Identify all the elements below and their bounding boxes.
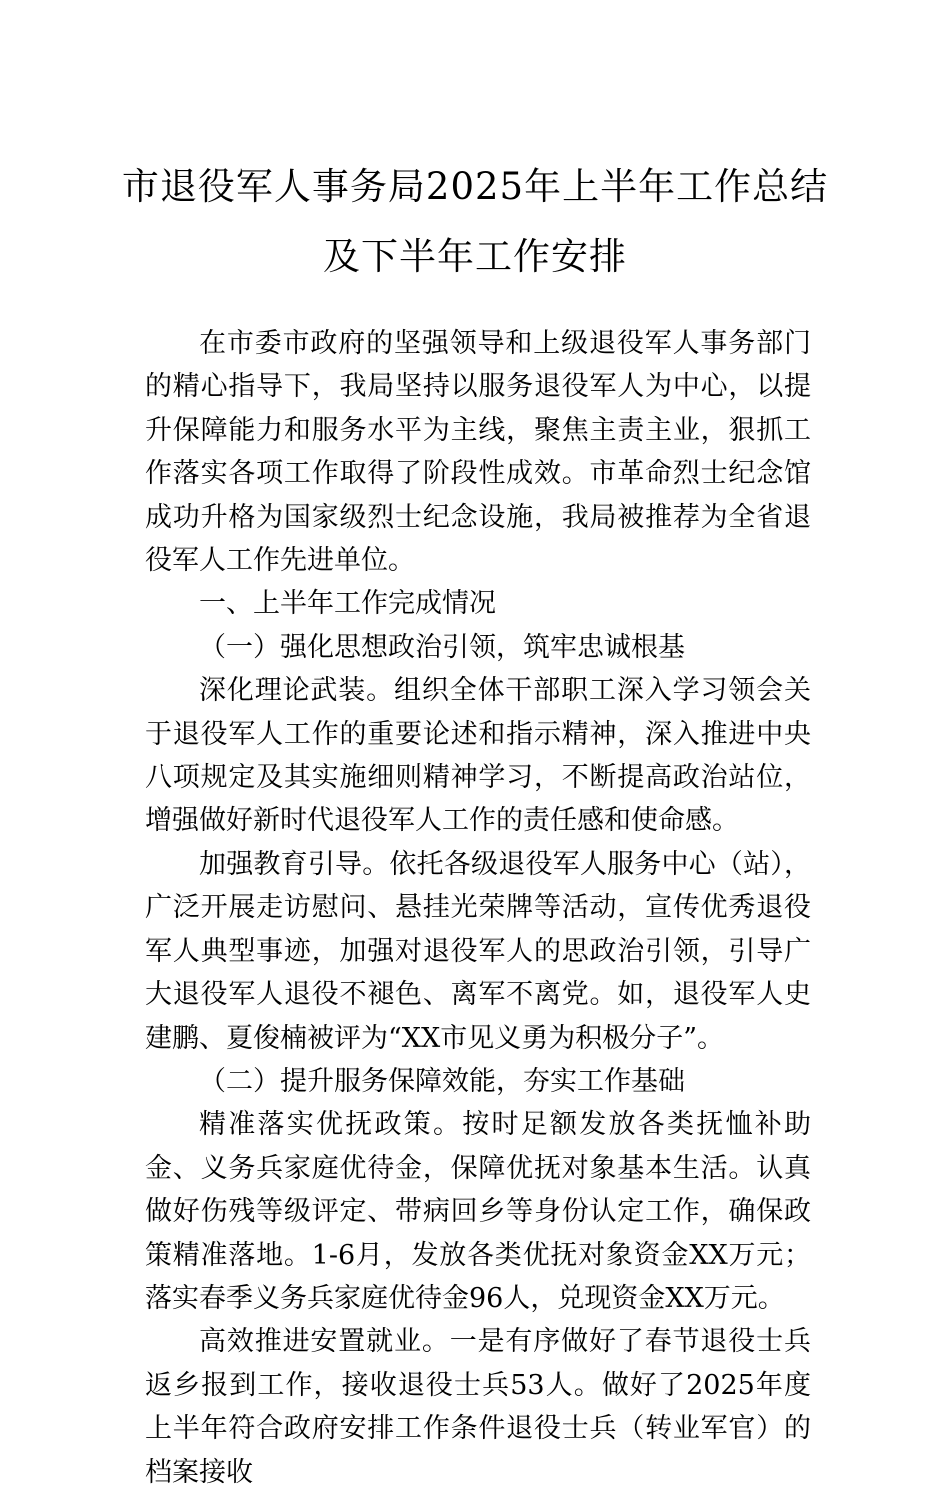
document-body [145, 322, 811, 1494]
document-title-line-2: 及下半年工作安排 [323, 235, 627, 278]
body-paragraph: 加强教育引导。依托各级退役军人服务中心（站），广泛开展走访慰问、悬挂光荣牌等活动，宣传优秀退役军人典型事迹，加强对退役军人的思政治引领，引导广大退役军人退役不褪色、离军不离党。如，退役军人史建鹏、夏俊楠被评为“XX市见义勇为积极分子”。 [145, 848, 811, 1054]
subsection-heading-2: （二）提升服务保障效能，夯实工作基础 [199, 1065, 685, 1097]
subsection-heading-1: （一）强化思想政治引领，筑牢忠诚根基 [199, 631, 685, 663]
section-heading-1: 一、上半年工作完成情况 [199, 588, 496, 620]
body-paragraph: 精准落实优抚政策。按时足额发放各类抚恤补助金、义务兵家庭优待金，保障优抚对象基本生活。认真做好伤残等级评定、带病回乡等身份认定工作，确保政策精准落地。1-6月，发放各类优抚对象资金XX万元；落实春季义务兵家庭优待金96人，兑现资金XX万元。 [145, 1109, 811, 1314]
body-paragraph: 深化理论武装。组织全体干部职工深入学习领会关于退役军人工作的重要论述和指示精神，深入推进中央八项规定及其实施细则精神学习，不断提高政治站位，增强做好新时代退役军人工作的责任感和使命感。 [145, 675, 811, 837]
body-paragraph: 高效推进安置就业。一是有序做好了春节退役士兵返乡报到工作，接收退役士兵53人。做好了2025年度上半年符合政府安排工作条件退役士兵（转业军官）的档案接收 [145, 1326, 811, 1488]
document-title-line-1: 市退役军人事务局2025年上半年工作总结 [121, 165, 829, 208]
intro-paragraph: 在市委市政府的坚强领导和上级退役军人事务部门的精心指导下，我局坚持以服务退役军人为中心，以提升保障能力和服务水平为主线，聚焦主责主业，狠抓工作落实各项工作取得了阶段性成效。市革命烈士纪念馆成功升格为国家级烈士纪念设施，我局被推荐为全省退役军人工作先进单位。 [145, 328, 811, 577]
